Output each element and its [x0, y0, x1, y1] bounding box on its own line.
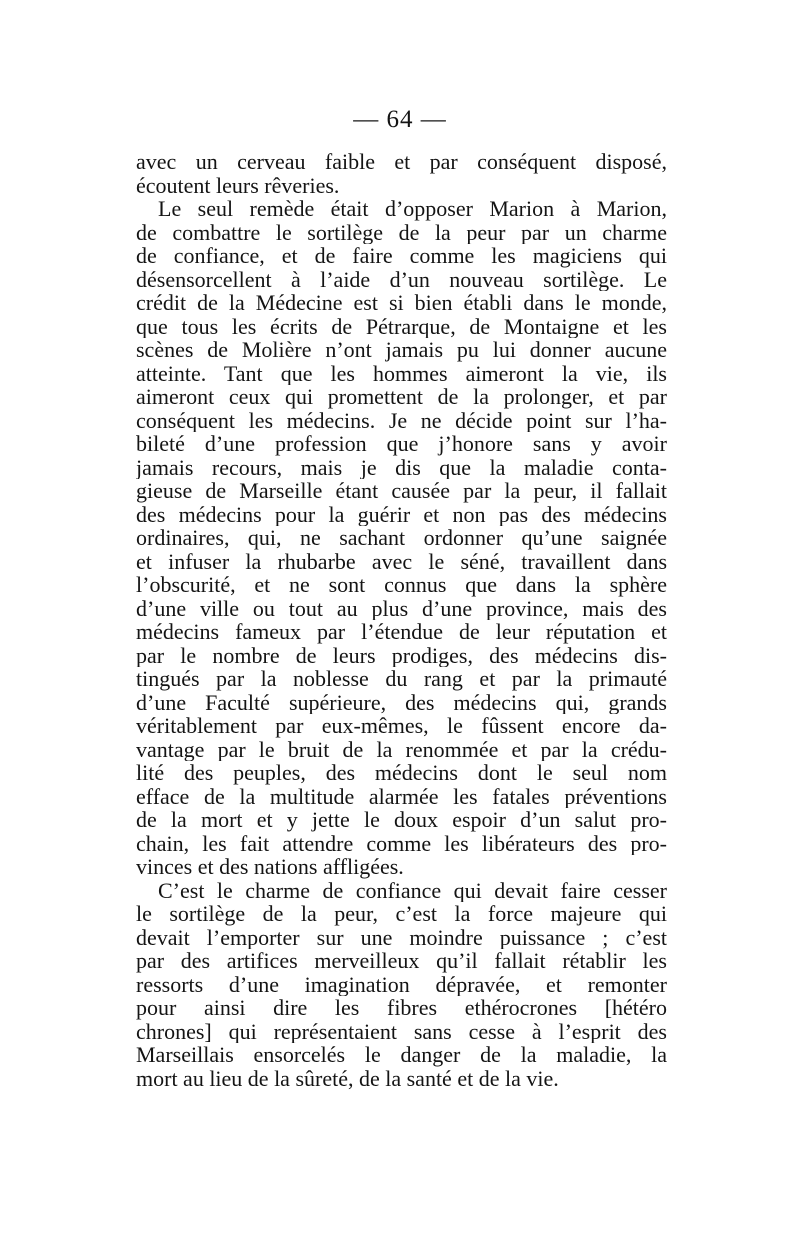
text-line: médecins fameux par l’étendue de leur réputation et — [136, 620, 667, 644]
text-line: gieuse de Marseille étant causée par la peur, il fallait — [136, 479, 667, 503]
text-line: lité des peuples, des médecins dont le seul nom — [136, 761, 667, 785]
text-line: de confiance, et de faire comme les magiciens qui — [136, 244, 667, 268]
text-line: atteinte. Tant que les hommes aimeront la vie, ils — [136, 361, 667, 385]
text-line: l’obscurité, et ne sont connus que dans la sphère — [136, 573, 667, 597]
text-line: d’une ville ou tout au plus d’une province, mais des — [136, 596, 667, 620]
text-line: véritablement par eux-mêmes, le fûssent encore da- — [136, 714, 667, 738]
text-line: et infuser la rhubarbe avec le séné, travaillent dans — [136, 549, 667, 573]
text-line: aimeront ceux qui promettent de la prolonger, et par — [136, 385, 667, 409]
paragraph-start-line: Le seul remède était d’opposer Marion à Marion, — [158, 197, 667, 221]
text-line: vantage par le bruit de la renommée et par la crédu- — [136, 737, 667, 761]
text-line: mort au lieu de la sûreté, de la santé et de la vie. — [136, 1066, 559, 1090]
text-line: le sortilège de la peur, c’est la force majeure qui — [136, 902, 667, 926]
text-line: devait l’emporter sur une moindre puissance ; c’est — [136, 925, 667, 949]
text-line: désensorcellent à l’aide d’un nouveau sortilège. Le — [136, 267, 667, 291]
text-line: d’une Faculté supérieure, des médecins qui, grands — [136, 690, 667, 714]
text-line: par le nombre de leurs prodiges, des médecins dis- — [136, 643, 667, 667]
text-line: de combattre le sortilège de la peur par un charme — [136, 220, 667, 244]
paragraph-start-line: C’est le charme de confiance qui devait faire cesser — [158, 878, 667, 902]
text-line: avec un cerveau faible et par conséquent disposé, — [136, 150, 667, 174]
text-line: de la mort et y jette le doux espoir d’un salut pro- — [136, 808, 667, 832]
text-line: des médecins pour la guérir et non pas des médecins — [136, 502, 667, 526]
text-line: ordinaires, qui, ne sachant ordonner qu’une saignée — [136, 526, 667, 550]
text-line: que tous les écrits de Pétrarque, de Montaigne et les — [136, 314, 667, 338]
page-number: — 64 — — [353, 106, 447, 133]
text-line: Marseillais ensorcelés le danger de la maladie, la — [136, 1043, 667, 1067]
text-line: écoutent leurs rêveries. — [136, 173, 340, 197]
text-line: bileté d’une profession que j’honore sans y avoir — [136, 432, 667, 456]
text-line: ressorts d’une imagination dépravée, et remonter — [136, 972, 667, 996]
text-line: conséquent les médecins. Je ne décide point sur l’ha- — [136, 408, 667, 432]
text-line: jamais recours, mais je dis que la maladie conta- — [136, 455, 667, 479]
text-line: par des artifices merveilleux qu’il fallait rétablir les — [136, 949, 667, 973]
text-line: vinces et des nations affligées. — [136, 855, 404, 879]
body-text — [136, 150, 667, 1090]
text-line: scènes de Molière n’ont jamais pu lui donner aucune — [136, 338, 667, 362]
text-line: pour ainsi dire les fibres ethérocrones [hétéro — [136, 996, 667, 1020]
text-line: efface de la multitude alarmée les fatales préventions — [136, 784, 667, 808]
text-line: chrones] qui représentaient sans cesse à l’esprit des — [136, 1019, 667, 1043]
text-line: crédit de la Médecine est si bien établi dans le monde, — [136, 291, 667, 315]
text-line: chain, les fait attendre comme les libérateurs des pro- — [136, 831, 667, 855]
text-line: tingués par la noblesse du rang et par la primauté — [136, 667, 667, 691]
